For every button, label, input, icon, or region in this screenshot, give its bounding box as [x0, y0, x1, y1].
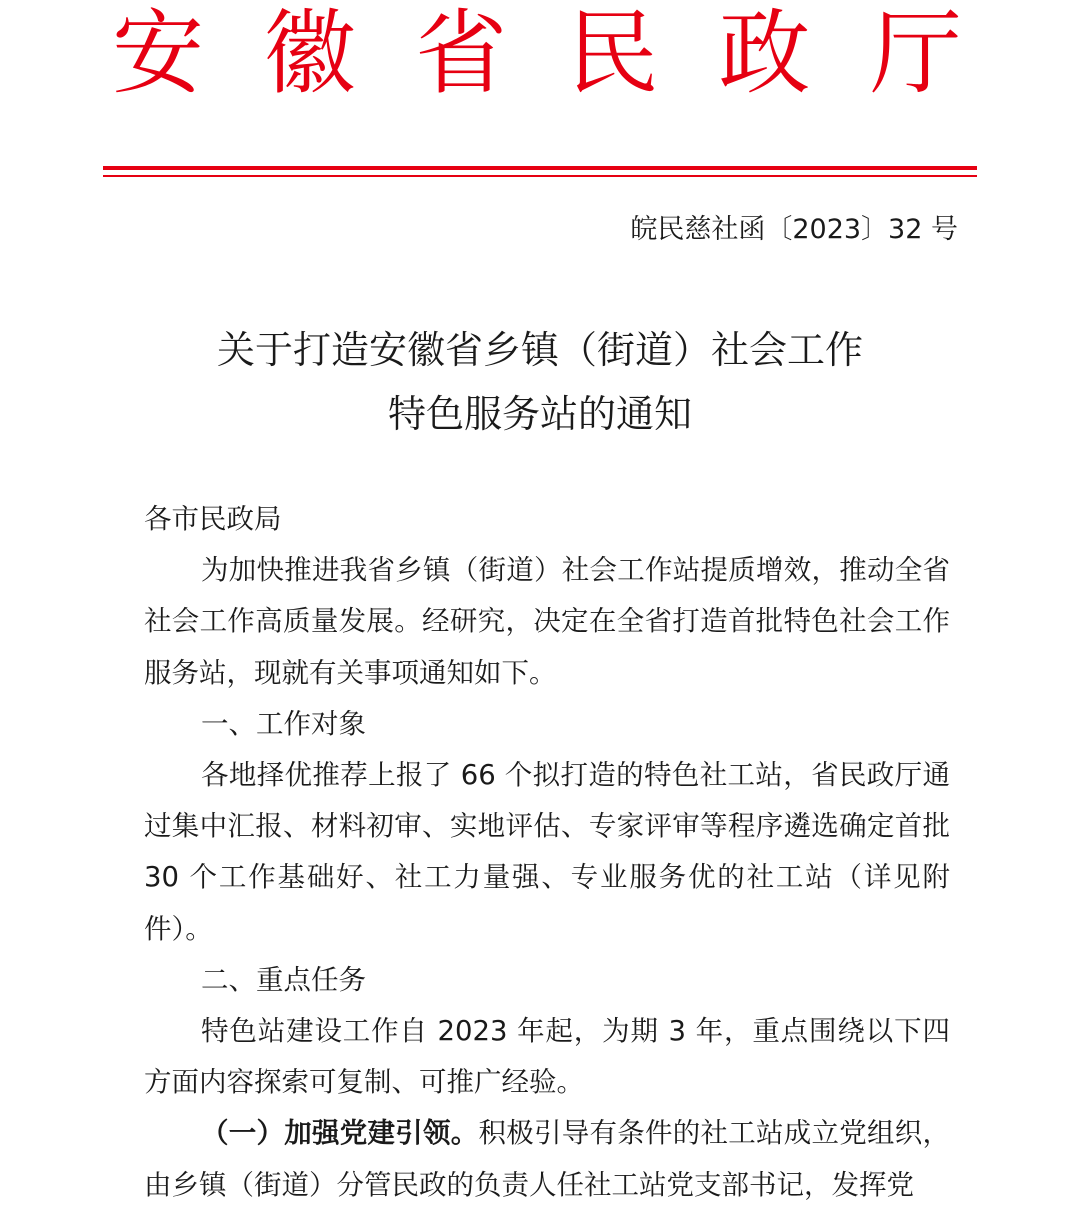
masthead-char: 安	[112, 0, 205, 107]
masthead-char: 徽	[263, 0, 356, 107]
masthead-char: 政	[718, 0, 811, 107]
section-paragraph-2: 特色站建设工作自 2023 年起，为期 3 年，重点围绕以下四方面内容探索可复制、可推广经验。	[144, 1015, 950, 1099]
masthead	[0, 0, 1080, 110]
document-number: 皖民慈社函〔2023〕32 号	[630, 214, 958, 245]
document-title-line-2: 特色服务站的通知	[387, 392, 692, 436]
document-title-line-1: 关于打造安徽省乡镇（街道）社会工作	[216, 328, 863, 372]
item-paragraph-1	[144, 1108, 950, 1210]
item-lead-1: （一）加强党建引领。	[201, 1117, 479, 1150]
section-heading-2: 二、重点任务	[201, 963, 366, 996]
document-body	[144, 494, 950, 1211]
section-paragraph-1: 各地择优推荐上报了 66 个拟打造的特色社工站，省民政厅通过集中汇报、材料初审、实地评估、专家评审等程序遴选确定首批 30 个工作基础好、社工力量强、专业服务优的社工站（详见附件）。	[144, 759, 950, 945]
red-divider-thin	[103, 175, 977, 177]
red-divider-thick	[103, 166, 977, 170]
masthead-char: 厅	[869, 0, 962, 107]
intro-paragraph: 为加快推进我省乡镇（街道）社会工作站提质增效，推动全省社会工作高质量发展。经研究，决定在全省打造首批特色社会工作服务站，现就有关事项通知如下。	[144, 554, 950, 689]
item-text-1: 积极引导有条件的社工站成立党组织，由乡镇（街道）分管民政的负责人任社工站党支部书记，发挥党	[144, 1117, 950, 1201]
masthead-title	[112, 2, 962, 106]
document-title	[0, 318, 1080, 446]
salutation: 各市民政局	[144, 503, 282, 535]
masthead-char: 省	[415, 0, 508, 107]
section-heading-1: 一、工作对象	[201, 707, 366, 740]
masthead-char: 民	[566, 0, 659, 107]
